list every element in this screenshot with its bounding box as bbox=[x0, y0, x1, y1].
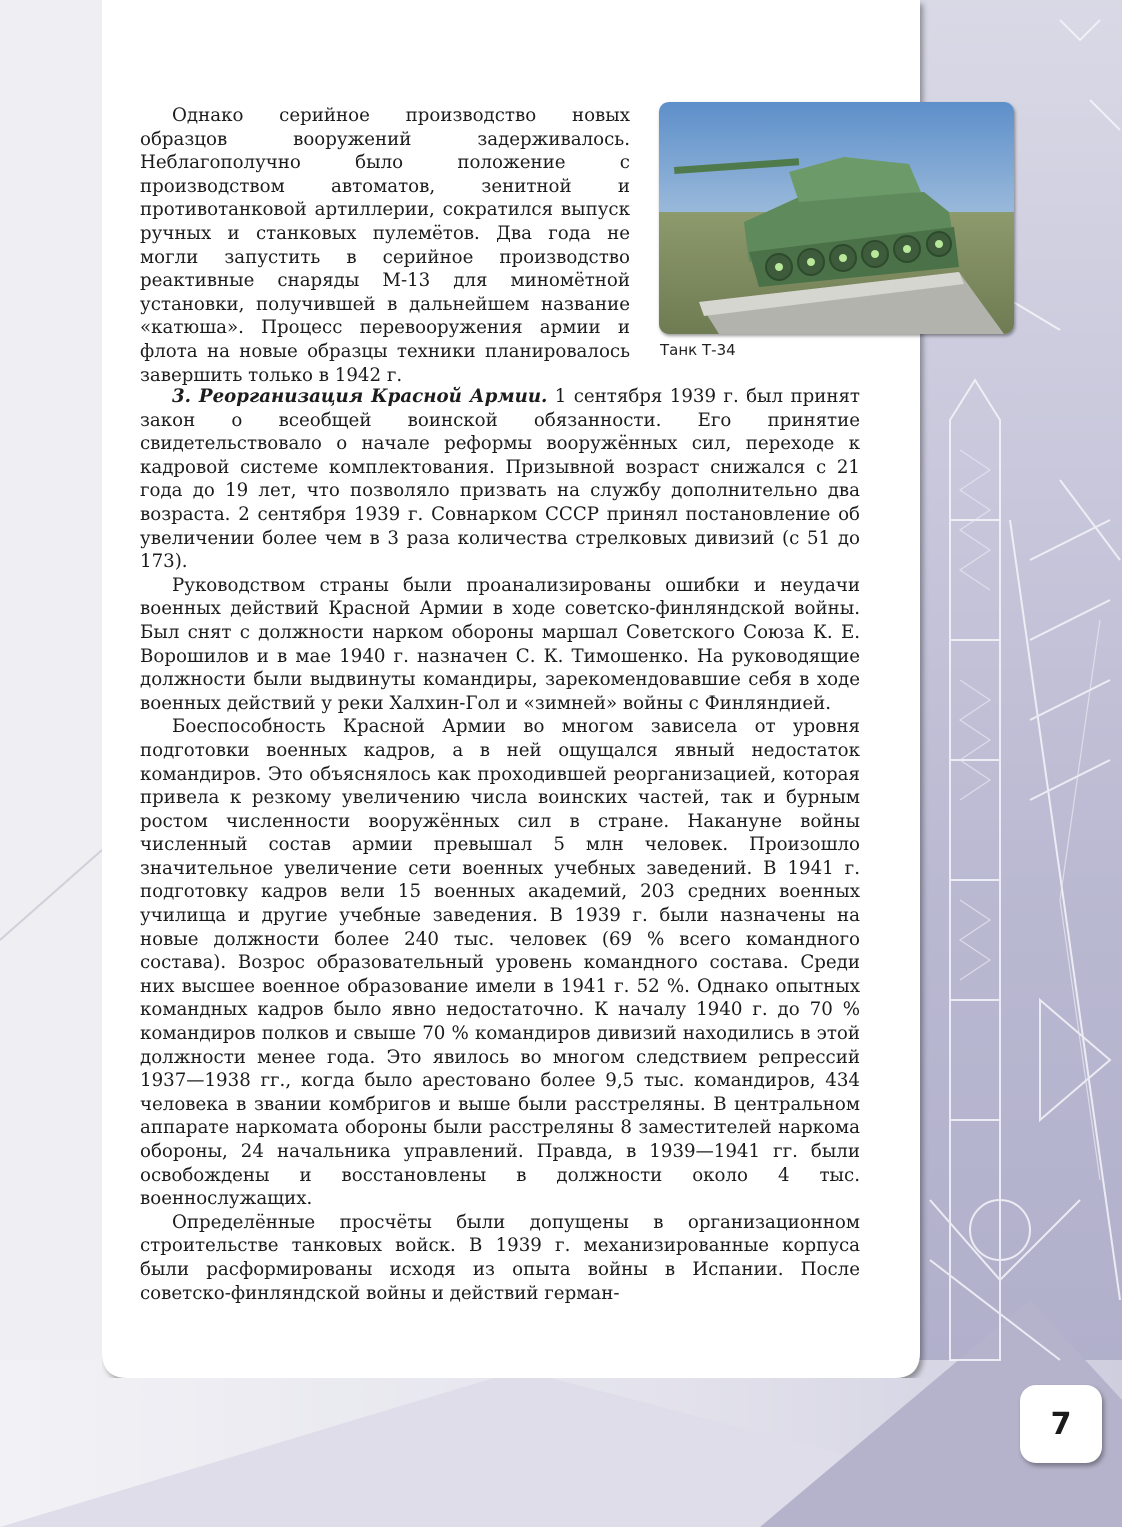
intro-paragraph bbox=[140, 104, 630, 387]
section-heading: 3. Реорганизация Красной Армии. bbox=[172, 386, 548, 407]
tank-photo bbox=[659, 102, 1014, 334]
paragraph-weapons-production: Однако серийное производство новых образцов вооружений задерживалось. Неблагополучно было положение с производством автоматов, зенитной и противотанковой артиллерии, сократился выпуск ручных и станковых пулемётов. Два года не могли запустить в серийное производство реактивные снаряды М-13 для миномётной установки, получившей в дальнейшем название «катюша». Процесс перевооружения армии и флота на новые образцы техники планировалось завершить только в 1942 г. bbox=[140, 105, 630, 386]
page-number: 7 bbox=[1050, 1406, 1072, 1442]
paragraph-reorganization bbox=[140, 385, 860, 574]
paragraph-combat-readiness: Боеспособность Красной Армии во многом зависела от уровня подготовки военных кадров, а в ней ощущался явный недостаток командиров. Это объяснялось как проходившей реорганизацией, которая привела к резкому увеличению числа воинских частей, так и бурным ростом численности вооружённых сил в стране. Накануне войны численный состав армии превышал 5 млн человек. Произошло значительное увеличение сети военных учебных заведений. В 1941 г. подготовку кадров вели 15 военных академий, 203 средних военных училища и другие учебные заведения. В 1939 г. были назначены на новые должности более 240 тыс. человек (69 % всего командного состава). Возрос образовательный уровень командного состава. Среди них высшее военное образование имели в 1941 г. 52 %. Однако опытных командных кадров было явно недостаточно. К началу 1940 г. до 70 % командиров полков и свыше 70 % командиров дивизий находились в этой должности менее года. Это явилось во многом следствием репрессий 1937—1938 гг., когда было арестовано более 9,5 тыс. командиров, 434 человека в звании комбригов и выше были расстреляны. В центральном аппарате наркомата обороны были расстреляны 8 заместителей наркома обороны, 24 начальника управлений. Правда, в 1939—1941 гг. были освобождены и восстановлены в должности около 4 тыс. военнослужащих. bbox=[140, 716, 860, 1210]
photo-caption: Танк Т-34 bbox=[660, 341, 736, 359]
paragraph-reorganization-body: 1 сентября 1939 г. был принят закон о всеобщей воинской обязанности. Его принятие свидетельствовало о начале реформы вооружённых сил, переходе к кадровой системе комплектования. Призывной возраст снижался с 21 года до 19 лет, что позволяло призвать на службу дополнительно два возраста. 2 сентября 1939 г. Совнарком СССР принял постановление об увеличении более чем в 3 раза количества стрелковых дивизий (с 51 до 173). bbox=[140, 386, 860, 573]
tank-t34-image bbox=[659, 102, 1014, 334]
page-number-badge bbox=[1020, 1385, 1102, 1463]
main-text bbox=[140, 385, 860, 1305]
paragraph-tank-troops: Определённые просчёты были допущены в организационном строительстве танковых войск. В 1939 г. механизированные корпуса были расформированы исходя из опыта войны в Испании. После советско-финляндской войны и действий герман- bbox=[140, 1211, 860, 1304]
paragraph-war-analysis: Руководством страны были проанализированы ошибки и неудачи военных действий Красной Армии в ходе советско-финляндской войны. Был снят с должности нарком обороны маршал Советского Союза К. Е. Ворошилов и в мае 1940 г. назначен С. К. Тимошенко. На руководящие должности были выдвинуты командиры, зарекомендовавшие себя в ходе военных действий у реки Халхин-Гол и «зимней» войны с Финляндией. bbox=[140, 574, 860, 714]
